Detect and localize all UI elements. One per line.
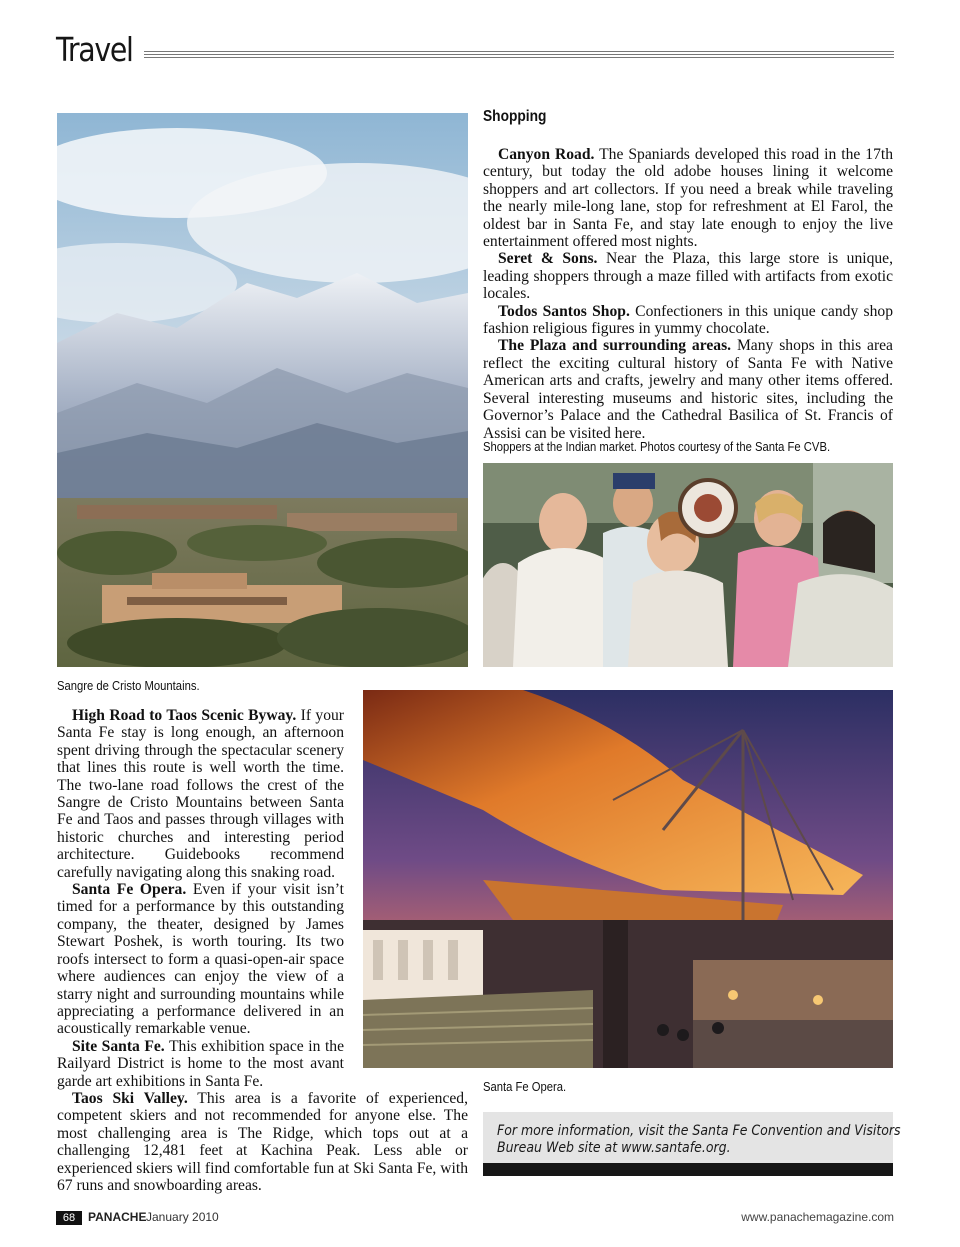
more-info-box	[483, 1112, 901, 1176]
paragraph-santa-fe-opera: Santa Fe Opera. Even if your visit isn’t timed for a performance by this outstanding company, the theater, designed by James Stewart Poshek, is worth touring. Its two roofs intersect to form a quasi-open-air space where audiences can enjoy the view of a starry night and surrounding mountains while appreciating a performance delivered in an acoustically remarkable venue.	[57, 881, 345, 1038]
paragraph-todos-santos: Todos Santos Shop. Confectioners in this unique candy shop fashion religious figures in yummy chocolate.	[483, 302, 894, 338]
page-number: 68	[56, 1211, 82, 1225]
market-caption: Shoppers at the Indian market. Photos courtesy of the Santa Fe CVB.	[483, 440, 831, 454]
paragraph-plaza: The Plaza and surrounding areas. Many shops in this area reflect the exciting cultural history of Santa Fe with Native American arts and crafts, jewelry and many other items offered. Several interesting museums and historic sites, including the Governor’s Palace and the Cathedral Basilica of St. Francis of Assisi can be visited here.	[483, 337, 893, 442]
issue-date: January 2010	[146, 1210, 219, 1224]
paragraph-site-santa-fe: Site Santa Fe. This exhibition space in the Railyard District is home to the most avant garde art exhibitions in Santa Fe.	[57, 1037, 344, 1090]
paragraph-high-road: High Road to Taos Scenic Byway. If your Santa Fe stay is long enough, an afternoon spent driving through the spectacular scenery that lines this route is well worth the time. The two-lane road follows the crest of the Sangre de Cristo Mountains between Santa Fe and Taos and passes through villages with historic churches and interesting period architecture. Guidebooks recommend carefully navigating along this snaking road.	[57, 707, 344, 881]
opera-photo	[363, 690, 893, 1068]
opera-caption: Santa Fe Opera.	[483, 1080, 567, 1094]
website-url: www.panachemagazine.com	[741, 1210, 894, 1224]
paragraph-taos-ski-valley: Taos Ski Valley. This area is a favorite of experienced, competent skiers and not recommended for anyone else. The most challenging area is The Ridge, which tops out at a challenging 12,481 feet at Kachina Peak. Less able or experienced skiers will find comfortable fun at Ski Santa Fe, with 67 runs and snowboarding areas.	[57, 1090, 469, 1195]
info-line-2: Bureau Web site at www.santafe.org.	[497, 1140, 731, 1156]
mountains-caption: Sangre de Cristo Mountains.	[57, 679, 200, 693]
market-photo	[483, 463, 893, 667]
paragraph-canyon-road: Canyon Road. The Spaniards developed this road in the 17th century, but today the old adobe houses lining it welcome shoppers and art collectors. If you need a break while traveling the nearly mile-long lane, stop for refreshment at El Farol, the oldest bar in Santa Fe, and stay late enough to enjoy the live entertainment offered most nights.	[483, 146, 894, 251]
header-rule	[144, 51, 894, 58]
info-line-1: For more information, visit the Santa Fe Convention and Visitors	[497, 1123, 901, 1139]
paragraph-seret-sons: Seret & Sons. Near the Plaza, this large store is unique, leading shoppers through a maze filled with artifacts from exotic locales.	[483, 250, 893, 303]
left-article-lower	[57, 1090, 468, 1194]
shopping-heading: Shopping	[483, 108, 547, 125]
section-title: Travel	[56, 30, 133, 69]
shopping-article	[483, 146, 893, 442]
mountains-photo	[57, 113, 468, 667]
left-article-upper	[57, 707, 344, 1090]
magazine-name: PANACHE	[88, 1210, 147, 1224]
